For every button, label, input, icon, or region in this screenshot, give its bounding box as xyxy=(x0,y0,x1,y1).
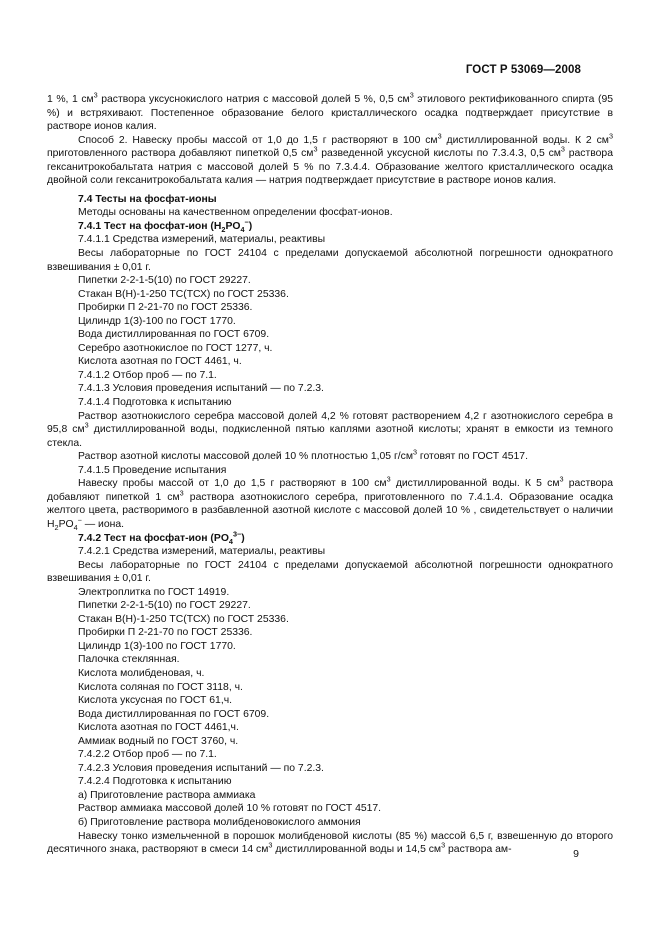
equipment-stove: Электроплитка по ГОСТ 14919. xyxy=(78,586,230,598)
subsection-7-4-1-4: 7.4.1.4 Подготовка к испытанию xyxy=(78,397,232,409)
equipment-scales-1: Весы лабораторные по ГОСТ 24104 с пределами допускаемой абсолютной погрешности однократного взвешивания ± 0,01 г. xyxy=(47,248,613,273)
paragraph-molybdate-prep: Навеску тонко измельченной в порошок молибденовой кислоты (85 %) массой 6,5 г, взвешенную до второго десятичного знака, растворяют в смеси 14 $см^3$ дистиллированной воды и 14,5 $см^3$ раствора ам- xyxy=(47,830,613,856)
equipment-cylinder-2: Цилиндр 1(3)-100 по ГОСТ 1770. xyxy=(78,640,236,652)
paragraph-nitric-solution: Раствор азотной кислоты массовой долей 10 % плотностью 1,05 $г/см^3$ готовят по ГОСТ 4517. xyxy=(78,447,528,463)
reagent-water-2: Вода дистиллированная по ГОСТ 6709. xyxy=(78,708,270,720)
reagent-hydrochloric-acid: Кислота соляная по ГОСТ 3118, ч. xyxy=(78,681,243,693)
reagent-molybdic-acid: Кислота молибденовая, ч. xyxy=(78,667,205,679)
subsection-7-4-2-4: 7.4.2.4 Подготовка к испытанию xyxy=(78,776,232,788)
section-7-4-text: Методы основаны на качественном определении фосфат-ионов. xyxy=(78,207,393,219)
paragraph-method1-end: 1 %, 1 $см^3$ раствора уксуснокислого натрия с массовой долей 5 %, 0,5 $см^3$ этилового ректификованного спирта (95 %) и встряхивают. Постепенное образование белого кристаллического осадка подтверждает присутствие в растворе ионов калия. xyxy=(47,90,613,133)
item-b-heading: б) Приготовление раствора молибденовокислого аммония xyxy=(78,816,361,828)
reagent-nitric-acid-1: Кислота азотная по ГОСТ 4461, ч. xyxy=(78,356,242,368)
subsection-7-4-2-1: 7.4.2.1 Средства измерений, материалы, реактивы xyxy=(78,546,326,558)
reagent-acetic-acid: Кислота уксусная по ГОСТ 61,ч. xyxy=(78,695,233,707)
subsection-7-4-1-3: 7.4.1.3 Условия проведения испытаний — по 7.2.3. xyxy=(78,383,324,395)
equipment-pipettes-2: Пипетки 2-2-1-5(10) по ГОСТ 29227. xyxy=(78,600,251,612)
document-body xyxy=(47,90,614,857)
subsection-7-4-2-2: 7.4.2.2 Отбор проб — по 7.1. xyxy=(78,749,217,761)
equipment-beaker-1: Стакан В(Н)-1-250 ТС(ТСХ) по ГОСТ 25336. xyxy=(78,288,289,300)
equipment-glass-rod: Палочка стеклянная. xyxy=(78,654,180,666)
paragraph-silver-solution: Раствор азотнокислого серебра массовой долей 4,2 % готовят растворением 4,2 г азотнокислого серебра в 95,8 $см^3$ дистиллированной воды, подкисленной пятью каплями азотной кислоты; хранят в емкости из темного стекла. xyxy=(47,410,613,449)
subsection-7-4-1-1: 7.4.1.1 Средства измерений, материалы, реактивы xyxy=(78,234,326,246)
section-heading-7-4-2: 7.4.2 Тест на фосфат-ион $(PO_4^{3-})$ xyxy=(78,529,245,546)
page-number: 9 xyxy=(573,848,579,860)
equipment-cylinder-1: Цилиндр 1(3)-100 по ГОСТ 1770. xyxy=(78,315,236,327)
reagent-nitric-acid-2: Кислота азотная по ГОСТ 4461,ч. xyxy=(78,722,239,734)
reagent-silver-nitrate: Серебро азотнокислое по ГОСТ 1277, ч. xyxy=(78,342,273,354)
document-header: ГОСТ Р 53069—2008 xyxy=(465,64,581,76)
equipment-tubes-1: Пробирки П 2-21-70 по ГОСТ 25336. xyxy=(78,302,253,314)
equipment-tubes-2: Пробирки П 2-21-70 по ГОСТ 25336. xyxy=(78,627,253,639)
section-heading-7-4: 7.4 Тесты на фосфат-ионы xyxy=(78,193,217,205)
item-a-text: Раствор аммиака массовой долей 10 % готовят по ГОСТ 4517. xyxy=(78,803,382,815)
reagent-ammonia: Аммиак водный по ГОСТ 3760, ч. xyxy=(78,735,239,747)
subsection-7-4-1-5: 7.4.1.5 Проведение испытания xyxy=(78,464,227,476)
paragraph-method2: Способ 2. Навеску пробы массой от 1,0 до 1,5 г растворяют в 100 $см^3$ дистиллированной воды. К 2 $см^3$ приготовленного раствора добавляют пипеткой 0,5 $см^3$ разведенной уксусной кислоты по 7.3.4.3, 0,5 $см^3$ раствора гексанитрокобальтата натрия с массовой долей 5 % по 7.3.4.4. Образование желтого кристаллического осадка двойной соли гексанитрокобальтата калия — натрия подтверждает присутствие в растворе ионов калия. xyxy=(47,131,613,187)
equipment-scales-2: Весы лабораторные по ГОСТ 24104 с пределами допускаемой абсолютной погрешности однократного взвешивания ± 0,01 г. xyxy=(47,559,613,585)
reagent-water-1: Вода дистиллированная по ГОСТ 6709. xyxy=(78,329,270,341)
subsection-7-4-1-2: 7.4.1.2 Отбор проб — по 7.1. xyxy=(78,369,217,381)
equipment-beaker-2: Стакан В(Н)-1-250 ТС(ТСХ) по ГОСТ 25336. xyxy=(78,613,289,625)
subsection-7-4-2-3: 7.4.2.3 Условия проведения испытаний — по 7.2.3. xyxy=(78,762,324,774)
paragraph-test-procedure-1: Навеску пробы массой от 1,0 до 1,5 г растворяют в 100 $см^3$ дистиллированной воды. К 5 $см^3$ раствора добавляют пипеткой 1 $см^3$ раствора азотнокислого серебра, приготовленного по 7.4.1.4. Образование осадка желтого цвета, растворимого в разбавленной азотной кислоте с массовой долей 10 % , свидетельствует о наличии $H_2PO_4^-$ — иона. xyxy=(47,474,614,533)
equipment-pipettes-1: Пипетки 2-2-1-5(10) по ГОСТ 29227. xyxy=(78,275,251,287)
item-a-heading: а) Приготовление раствора аммиака xyxy=(78,789,256,801)
section-heading-7-4-1: 7.4.1 Тест на фосфат-ион $(H_2PO_4^-)$ xyxy=(78,217,253,234)
